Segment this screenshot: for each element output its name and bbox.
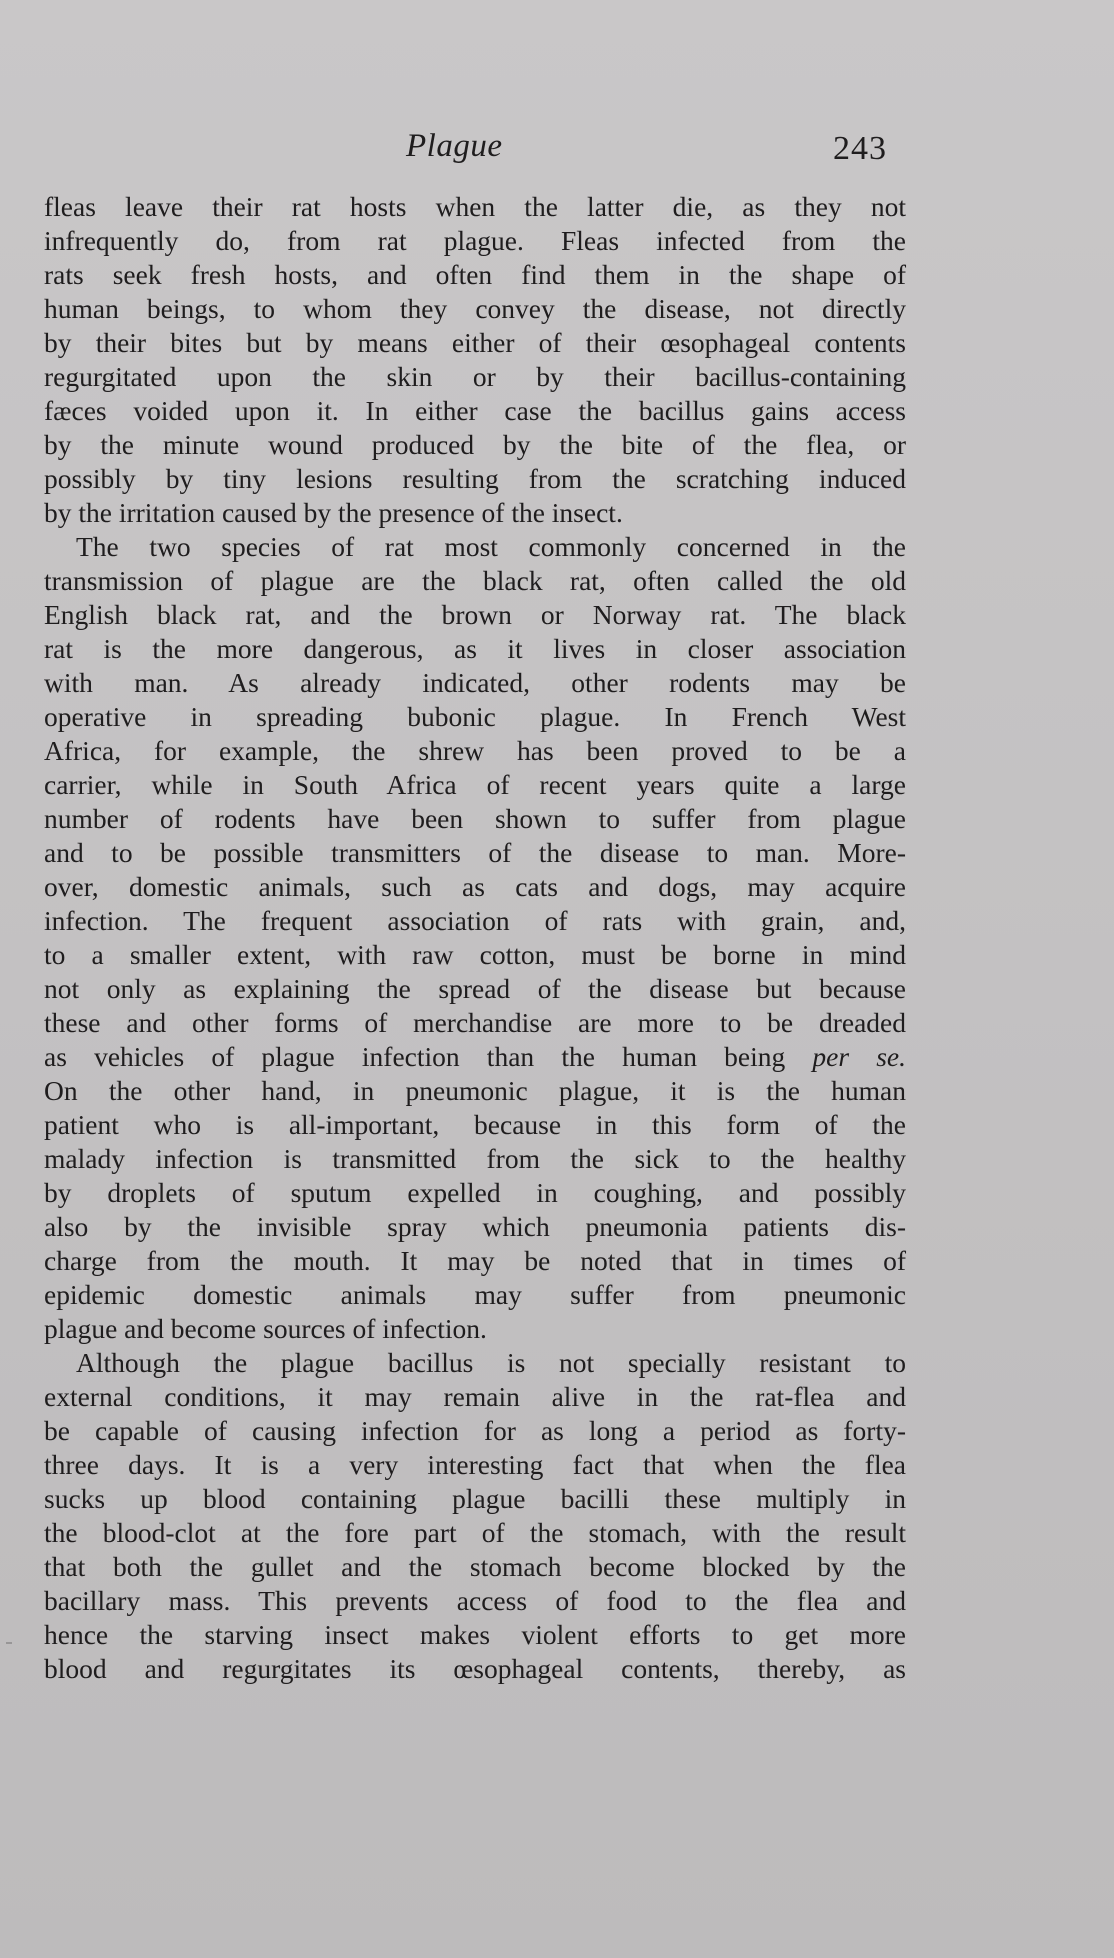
text-line: regurgitated upon the skin or by their bacillus-containing xyxy=(44,361,906,392)
text-line: external conditions, it may remain alive in the rat-flea and xyxy=(44,1381,906,1412)
text-line: not only as explaining the spread of the disease but because xyxy=(44,973,906,1004)
text-line: patient who is all-important, because in this form of the xyxy=(44,1109,906,1140)
text-line: Although the plague bacillus is not specially resistant to xyxy=(76,1347,906,1378)
text-line: epidemic domestic animals may suffer from pneumonic xyxy=(44,1279,906,1310)
text-line: these and other forms of merchandise are more to be dreaded xyxy=(44,1007,906,1038)
running-head-title: Plague xyxy=(406,128,503,164)
text-line: by droplets of sputum expelled in coughing, and possibly xyxy=(44,1177,906,1208)
text-line: human beings, to whom they convey the disease, not directly xyxy=(44,293,906,324)
text-line: rat is the more dangerous, as it lives in closer association xyxy=(44,633,906,664)
text-line: blood and regurgitates its œsophageal contents, thereby, as xyxy=(44,1653,906,1684)
text-line: bacillary mass. This prevents access of food to the flea and xyxy=(44,1585,906,1616)
text-line: English black rat, and the brown or Norway rat. The black xyxy=(44,599,906,630)
text-line: be capable of causing infection for as long a period as forty- xyxy=(44,1415,906,1446)
text-line: with man. As already indicated, other rodents may be xyxy=(44,667,906,698)
text-line: by their bites but by means either of their œsophageal contents xyxy=(44,327,906,358)
text-line: The two species of rat most commonly concerned in the xyxy=(76,531,906,562)
text-line: over, domestic animals, such as cats and dogs, may acquire xyxy=(44,871,906,902)
text-line: fæces voided upon it. In either case the bacillus gains access xyxy=(44,395,906,426)
paragraph-3 xyxy=(44,1346,906,1686)
text-line: fleas leave their rat hosts when the latter die, as they not xyxy=(44,191,906,222)
text-line: hence the starving insect makes violent efforts to get more xyxy=(44,1619,906,1650)
text-line: number of rodents have been shown to suffer from plague xyxy=(44,803,906,834)
text-line: possibly by tiny lesions resulting from the scratching induced xyxy=(44,463,906,494)
margin-speck xyxy=(6,1642,12,1644)
text-line: the blood-clot at the fore part of the stomach, with the result xyxy=(44,1517,906,1548)
text-line: and to be possible transmitters of the disease to man. More- xyxy=(44,837,906,868)
text-line: infrequently do, from rat plague. Fleas infected from the xyxy=(44,225,906,256)
text-line: that both the gullet and the stomach become blocked by the xyxy=(44,1551,906,1582)
text-line: also by the invisible spray which pneumonia patients dis- xyxy=(44,1211,906,1242)
text-line: by the irritation caused by the presence of the insect. xyxy=(44,497,623,528)
text-line: three days. It is a very interesting fact that when the flea xyxy=(44,1449,906,1480)
text-line: On the other hand, in pneumonic plague, it is the human xyxy=(44,1075,906,1106)
text-line: malady infection is transmitted from the sick to the healthy xyxy=(44,1143,906,1174)
text-line: transmission of plague are the black rat, often called the old xyxy=(44,565,906,596)
text-line: operative in spreading bubonic plague. In French West xyxy=(44,701,906,732)
text-line: sucks up blood containing plague bacilli these multiply in xyxy=(44,1483,906,1514)
text-line: carrier, while in South Africa of recent years quite a large xyxy=(44,769,906,800)
body-text xyxy=(44,190,906,1686)
page-number: 243 xyxy=(833,130,887,167)
text-line: rats seek fresh hosts, and often find them in the shape of xyxy=(44,259,906,290)
text-line: Africa, for example, the shrew has been proved to be a xyxy=(44,735,906,766)
text-line-with-italic xyxy=(44,1040,906,1074)
text-segment: as vehicles of plague infection than the human being xyxy=(44,1041,786,1072)
text-line: infection. The frequent association of rats with grain, and, xyxy=(44,905,906,936)
running-head xyxy=(0,128,1114,172)
text-line: charge from the mouth. It may be noted that in times of xyxy=(44,1245,906,1276)
text-line: plague and become sources of infection. xyxy=(44,1313,487,1344)
italic-phrase: per se. xyxy=(812,1041,907,1072)
paragraph-2 xyxy=(44,530,906,1346)
text-line: to a smaller extent, with raw cotton, must be borne in mind xyxy=(44,939,906,970)
text-line: by the minute wound produced by the bite of the flea, or xyxy=(44,429,906,460)
paragraph-1 xyxy=(44,190,906,530)
